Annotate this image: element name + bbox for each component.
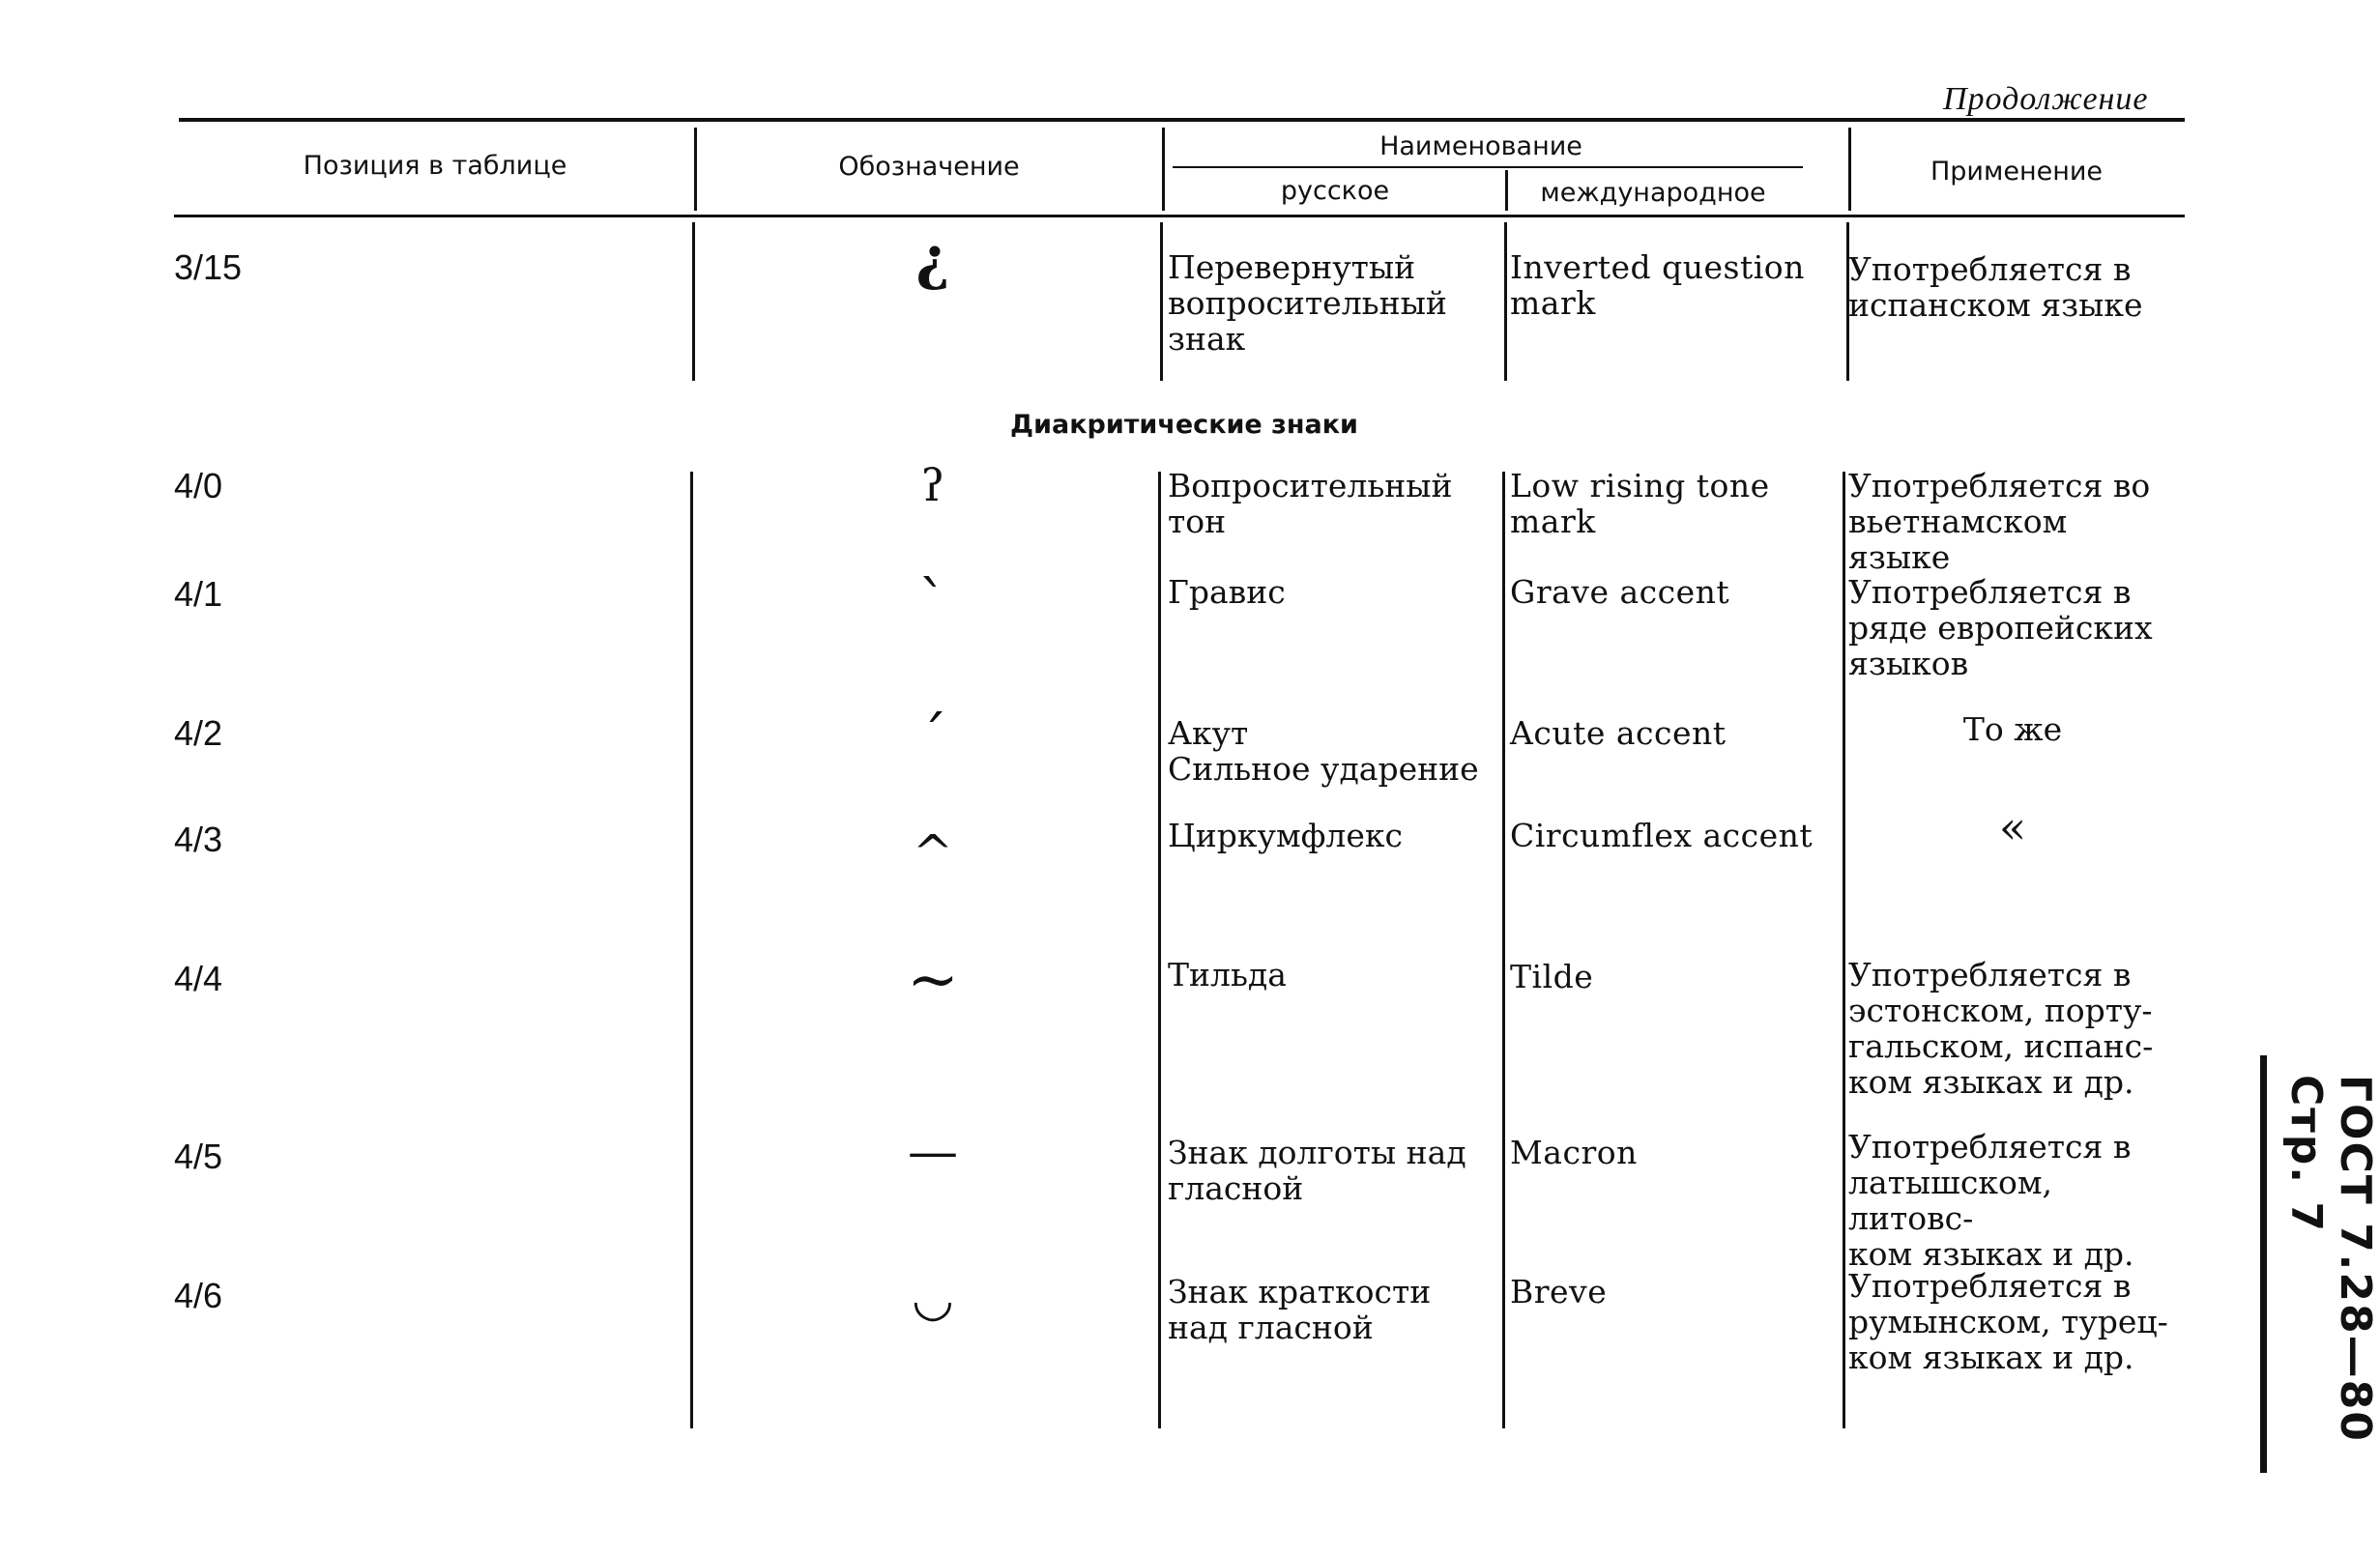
header-application: Применение [1930, 157, 2104, 187]
row-application: Употребляется в эстонском, порту- гальском, испанс- ком языках и др. [1848, 956, 2154, 1101]
column-divider [692, 222, 695, 381]
row-application: « [1998, 801, 2027, 853]
symbol-glyph: ` [918, 569, 947, 637]
header-name-ru: русское [1280, 176, 1390, 206]
row-position: 3/15 [174, 247, 243, 287]
grave-accent-icon [889, 569, 976, 637]
symbol-glyph: ◡ [912, 1271, 954, 1327]
header-name: Наименование [1379, 131, 1582, 161]
row-position: 4/0 [174, 466, 223, 505]
row-application: Употребляется в румынском, турец- ком языках и др. [1848, 1267, 2168, 1376]
header-name-intl: международное [1540, 178, 1766, 208]
row-name-ru: Акут Сильное ударение [1168, 714, 1479, 788]
column-divider [690, 472, 693, 1428]
side-rule [2260, 1055, 2267, 1473]
breve-icon [889, 1270, 976, 1328]
column-divider [1504, 222, 1507, 381]
symbol-glyph: ^ [913, 824, 953, 880]
row-name-ru: Гравис [1168, 573, 1286, 611]
row-position: 4/5 [174, 1137, 223, 1176]
row-name-intl: Breve [1510, 1273, 1608, 1310]
row-name-intl: Circumflex accent [1510, 817, 1814, 854]
row-position: 4/3 [174, 820, 223, 859]
circumflex-accent-icon [889, 823, 976, 881]
row-application: Употребляется во вьетнамском языке [1848, 467, 2151, 576]
row-name-ru: Знак долготы над гласной [1168, 1134, 1466, 1207]
row-name-ru: Перевернутый вопросительный знак [1168, 248, 1447, 358]
row-position: 4/4 [174, 959, 223, 998]
tilde-icon [889, 944, 976, 1016]
name-header-rule [1173, 166, 1803, 168]
macron-icon [889, 1123, 976, 1181]
low-rising-tone-mark-icon [889, 456, 976, 514]
symbol-glyph: — [908, 1123, 958, 1181]
header-position: Позиция в таблице [303, 151, 567, 181]
page-label: ГОСТ 7.28—80 Стр. 7 [2281, 1075, 2380, 1443]
table-top-rule [179, 118, 2185, 122]
column-divider [1158, 472, 1161, 1428]
section-title: Диакритические знаки [1010, 410, 1358, 440]
header-divider [694, 128, 697, 211]
row-name-intl: Grave accent [1510, 573, 1730, 611]
row-position: 4/2 [174, 713, 223, 753]
row-position: 4/6 [174, 1276, 223, 1315]
row-name-intl: Low rising tone mark [1510, 467, 1770, 540]
row-name-ru: Циркумфлекс [1168, 817, 1404, 854]
symbol-glyph: ʔ [920, 459, 945, 511]
header-designation: Обозначение [838, 152, 1020, 182]
row-name-intl: Tilde [1510, 958, 1594, 995]
row-name-ru: Вопросительный тон [1168, 467, 1453, 540]
header-bottom-rule [174, 215, 2185, 217]
row-name-intl: Macron [1510, 1134, 1638, 1171]
column-divider [1160, 222, 1163, 381]
row-application: Употребляется в ряде европейских языков [1848, 573, 2153, 682]
row-application: То же [1962, 710, 2063, 748]
inverted-question-mark-icon [889, 225, 976, 293]
row-name-ru: Знак краткости над гласной [1168, 1273, 1432, 1346]
row-name-intl: Acute accent [1510, 714, 1727, 752]
continued-label: Продолжение [1943, 81, 2149, 117]
row-application: Употребляется в испанском языке [1848, 250, 2143, 324]
column-divider [1502, 472, 1505, 1428]
symbol-glyph: ~ [907, 944, 959, 1016]
symbol-glyph: ¿ [915, 225, 950, 293]
symbol-glyph: ´ [918, 705, 947, 772]
row-position: 4/1 [174, 574, 223, 614]
acute-accent-icon [889, 705, 976, 772]
header-divider [1848, 128, 1851, 211]
row-name-ru: Тильда [1168, 956, 1287, 993]
row-name-intl: Inverted question mark [1510, 248, 1805, 322]
header-divider [1162, 128, 1165, 211]
row-application: Употребляется в латышском, литовс- ком языках и др. [1848, 1128, 2134, 1273]
